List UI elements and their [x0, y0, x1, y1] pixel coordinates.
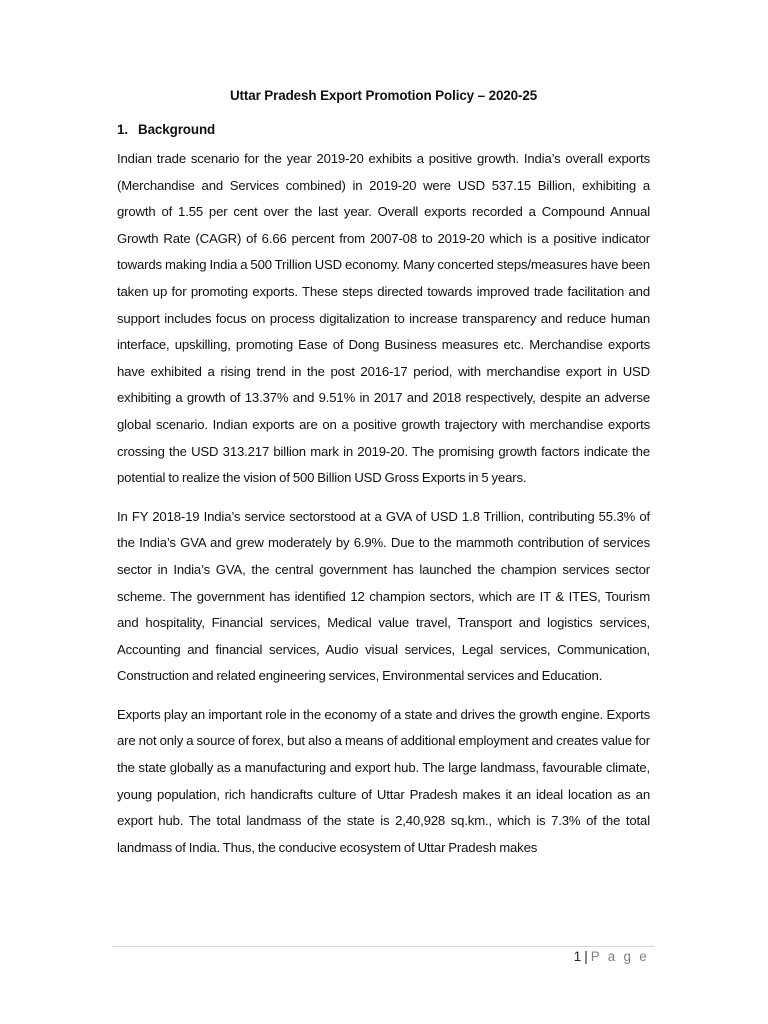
- page-footer: [574, 948, 649, 966]
- page-number: 1: [573, 949, 582, 964]
- paragraph-trade-scenario: Indian trade scenario for the year 2019-20 exhibits a positive growth. India’s overall exports (Merchandise and Services combined) in 2019-20 were USD 537.15 Billion, exhibiting a growth of 1.55 per cent over the last year. Overall exports recorded a Compound Annual Growth Rate (CAGR) of 6.66 percent from 2007-08 to 2019-20 which is a positive indicator towards making India a 500 Trillion USD economy. Many concerted steps/measures have been taken up for promoting exports. These steps directed towards improved trade facilitation and support includes focus on process digitalization to increase transparency and reduce human interface, upskilling, promoting Ease of Dong Business measures etc. Merchandise exports have exhibited a rising trend in the post 2016-17 period, with merchandise export in USD exhibiting a growth of 13.37% and 9.51% in 2017 and 2018 respectively, despite an adverse global scenario. Indian exports are on a positive growth trajectory with merchandise exports crossing the USD 313.217 billion mark in 2019-20. The promising growth factors indicate the potential to realize the vision of 500 Billion USD Gross Exports in 5 years.: [117, 151, 650, 486]
- page-word: P a g e: [590, 949, 649, 964]
- page-content: [117, 86, 650, 873]
- page-title: Uttar Pradesh Export Promotion Policy – 2020-25: [229, 88, 538, 103]
- page-separator: |: [584, 949, 588, 964]
- section-heading: [117, 120, 650, 140]
- paragraph-exports-role: Exports play an important role in the economy of a state and drives the growth engine. Exports are not only a source of forex, but also a means of additional employment and creates value for the state globally as a manufacturing and export hub. The large landmass, favourable climate, young population, rich handicrafts culture of Uttar Pradesh makes it an ideal location as an export hub. The total landmass of the state is 2,40,928 sq.km., which is 7.3% of the total landmass of India. Thus, the conducive ecosystem of Uttar Pradesh makes: [117, 706, 650, 855]
- section-heading-text: Background: [138, 122, 216, 137]
- footer-divider: [112, 946, 654, 947]
- section-number: 1.: [117, 122, 128, 137]
- paragraph-services-sector: In FY 2018-19 India’s service sectorstood at a GVA of USD 1.8 Trillion, contributing 55.3% of the India’s GVA and grew moderately by 6.9%. Due to the mammoth contribution of services sector in India’s GVA, the central government has launched the champion services sector scheme. The government has identified 12 champion sectors, which are IT & ITES, Tourism and hospitality, Financial services, Medical value travel, Transport and logistics services, Accounting and financial services, Audio visual services, Legal services, Communication, Construction and related engineering services, Environmental services and Education.: [117, 508, 650, 684]
